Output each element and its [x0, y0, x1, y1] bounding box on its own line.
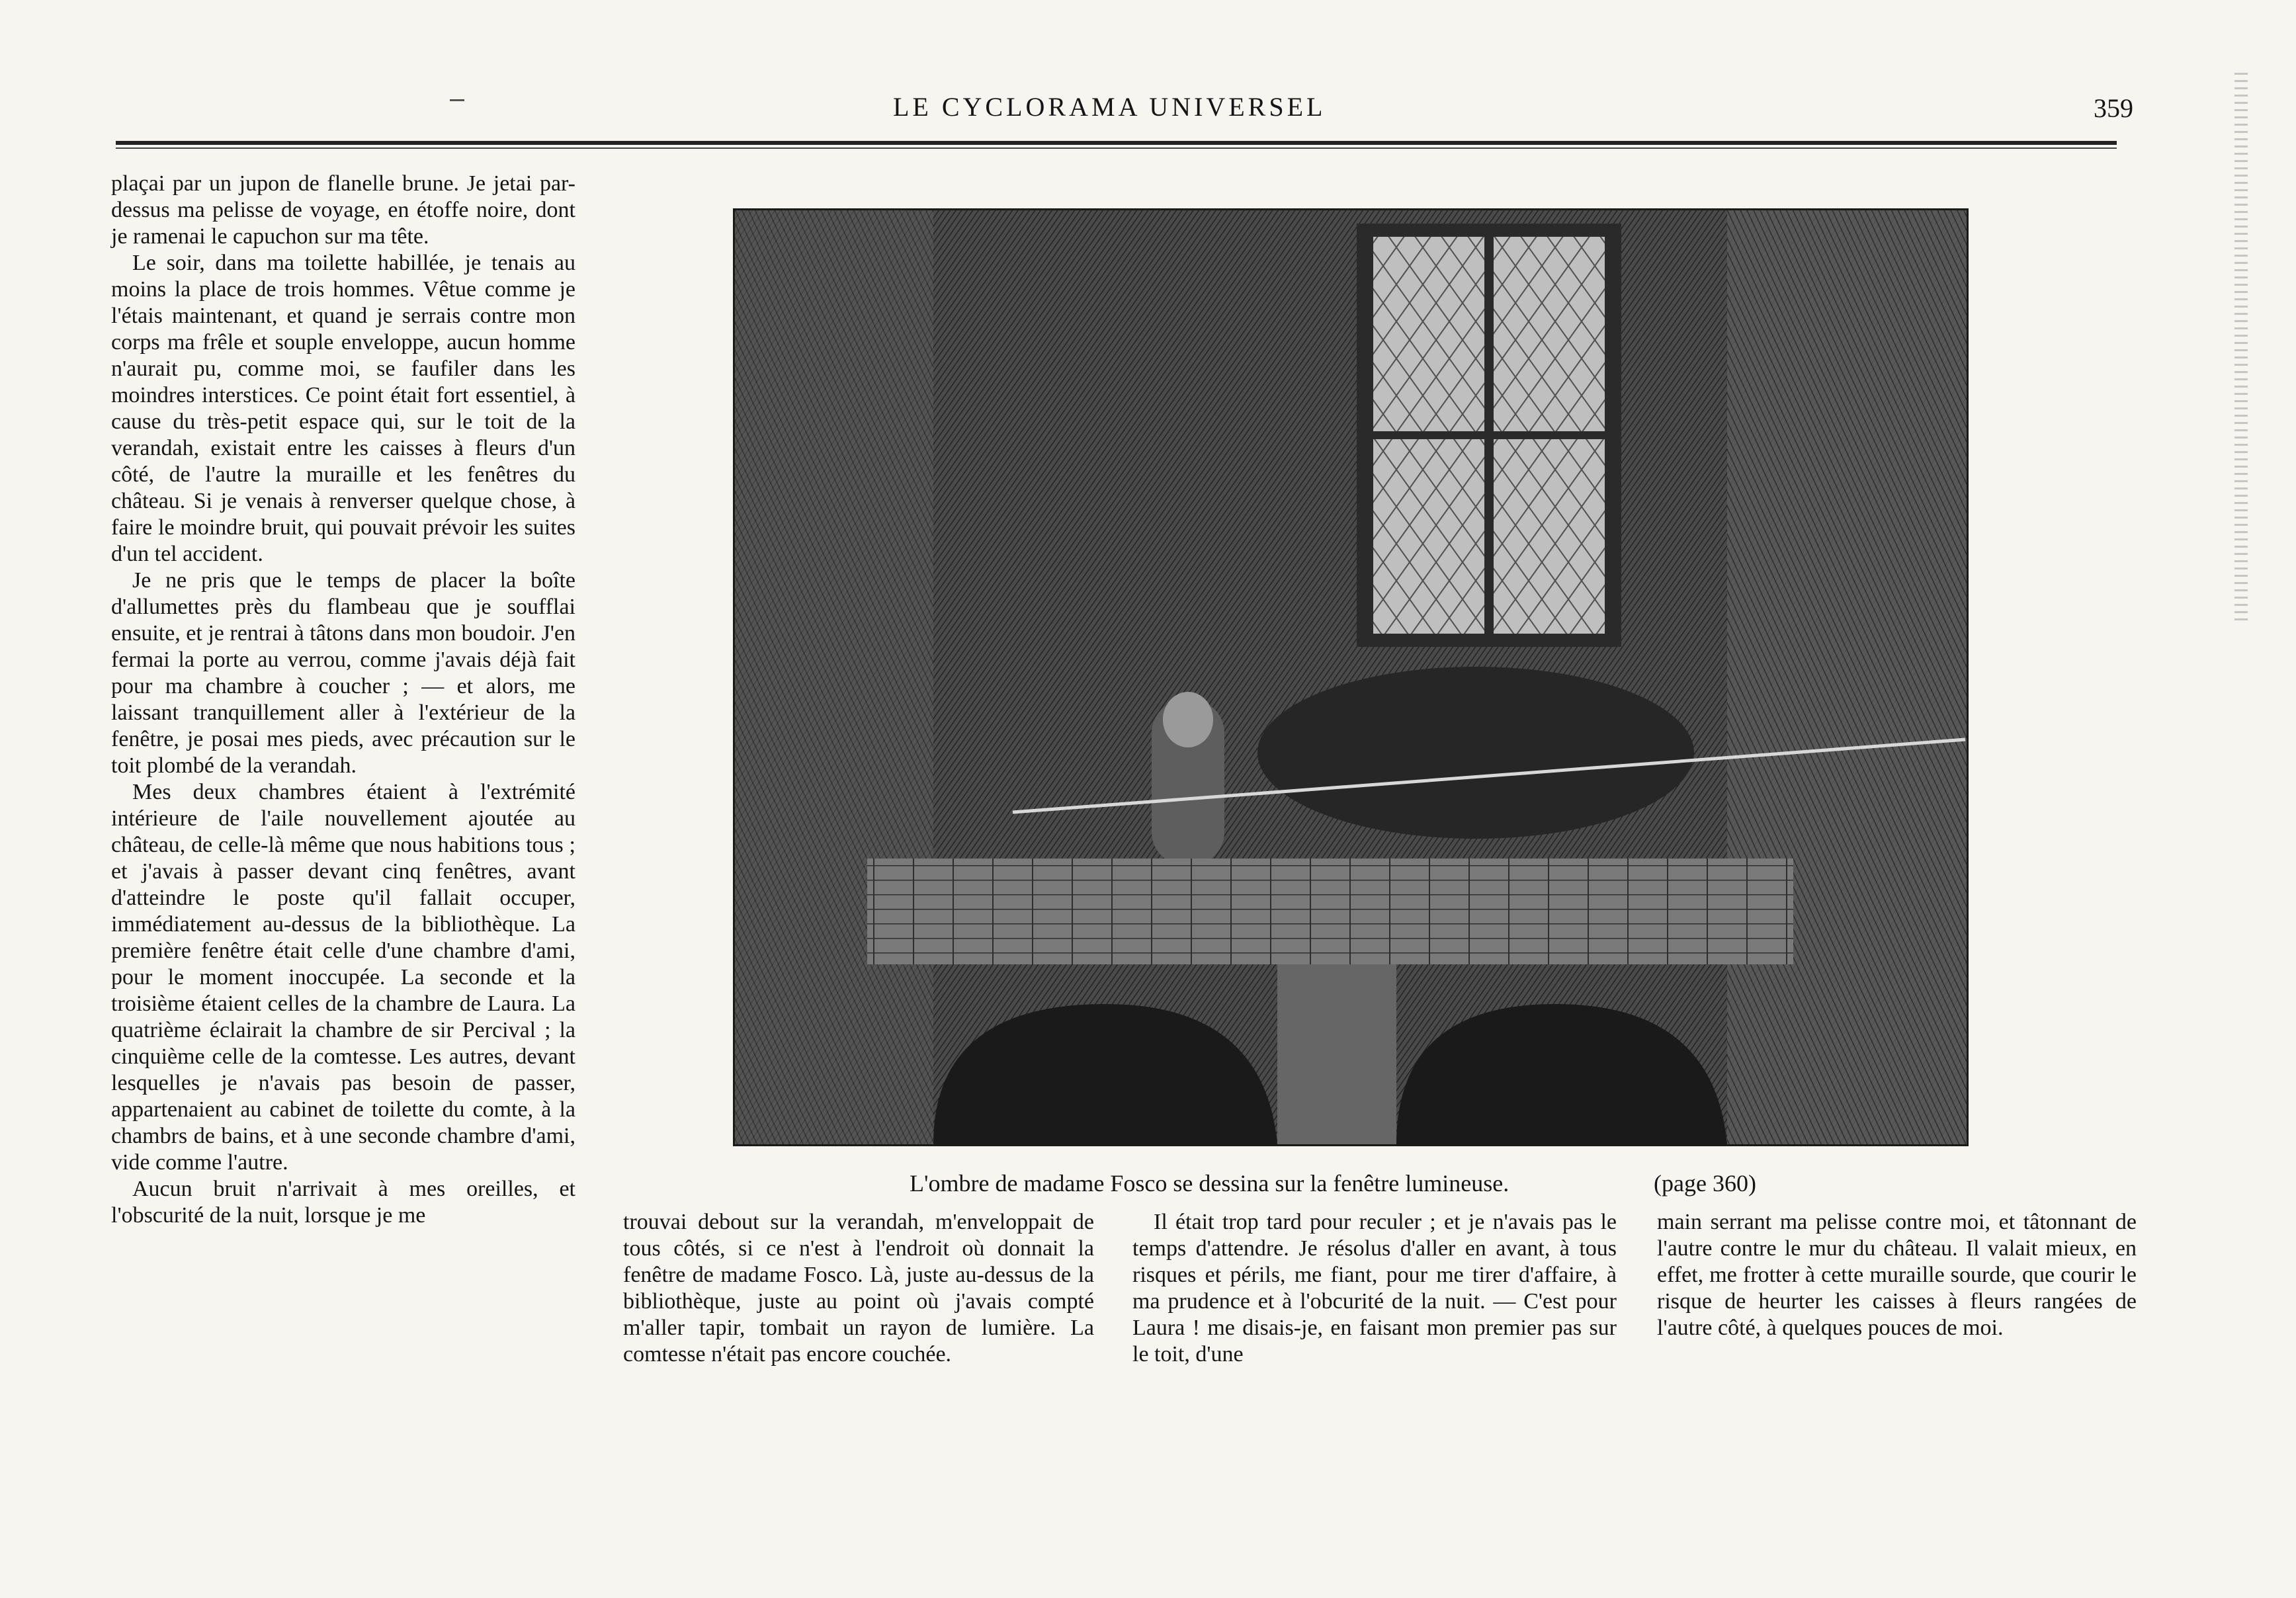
- caption-page-reference: (page 360): [1654, 1170, 1756, 1197]
- scan-edge-speckle: [2234, 73, 2248, 622]
- text-column-1: [111, 171, 575, 1229]
- paragraph: Le soir, dans ma toilette habillée, je tenais au moins la place de trois hommes. Vêtue comme je l'étais maintenant, et quand je serrais contre mon corps ma frêle et souple enveloppe, aucun homme n'aurait pu, comme moi, se faufiler dans les moindres interstices. Ce point était fort essentiel, à cause du très-petit espace qui, sur le toit de la verandah, existait entre les caisses à fleurs d'un côté, de l'autre la muraille et les fenêtres du château. Si je venais à renverser quelque chose, à faire le moindre bruit, qui pouvait prévoir les suites d'un tel accident.: [111, 251, 575, 566]
- text-column-2: [623, 1209, 1094, 1368]
- page-number: 359: [2094, 93, 2133, 123]
- paragraph: Mes deux chambres étaient à l'extrémité intérieure de l'aile nouvellement ajoutée au château, de celle-là même que nous habitions tous ; et j'avais à passer devant cinq fenêtres, avant d'atteindre le poste qu'il fallait occuper, immédiatement au-dessus de la bibliothèque. La première fenêtre était celle d'une chambre d'ami, pour le moment inoccupée. La seconde et la troisième étaient celles de la chambre de Laura. La quatrième éclairait la chambre de sir Percival ; la cinquième celle de la comtesse. Les autres, devant lesquelles je n'avais pas besoin de passer, appartenaient au cabinet de toilette du comte, à la chambrs de bains, et à une seconde chambre d'ami, vide comme l'autre.: [111, 780, 575, 1175]
- text-column-4: [1657, 1209, 2137, 1341]
- paragraph: Il était trop tard pour reculer ; et je n'avais pas le temps d'attendre. Je résolus d'aller en avant, à tous risques et périls, me fiant, pour me tirer d'affaire, à ma prudence et à l'obcurité de la nuit. — C'est pour Laura ! me disais-je, en faisant mon premier pas sur le toit, d'une: [1132, 1210, 1617, 1367]
- verandah-roof: [867, 859, 1793, 964]
- header-rule-thin: [116, 147, 2117, 149]
- illustration-caption: L'ombre de madame Fosco se dessina sur la fenêtre lumineuse.: [910, 1170, 1509, 1197]
- engraving-illustration: [733, 208, 1969, 1146]
- engraving-scene: [735, 210, 1967, 1144]
- foliage-left: [735, 210, 933, 1144]
- paragraph: Aucun bruit n'arrivait à mes oreilles, et l'obscurité de la nuit, lorsque je me: [111, 1177, 575, 1228]
- page-header-title: LE CYCLORAMA UNIVERSEL: [893, 92, 1326, 122]
- paragraph: trouvai debout sur la verandah, m'enveloppait de tous côtés, si ce n'est à l'endroit où donnait la fenêtre de madame Fosco. Là, juste au-dessus de la bibliothèque, juste au point où j'avais compté m'aller tapir, tombait un rayon de lumière. La comtesse n'était pas encore couchée.: [623, 1210, 1094, 1367]
- text-column-3: [1132, 1209, 1617, 1368]
- header-rule-thick: [116, 141, 2117, 145]
- paragraph: plaçai par un jupon de flanelle brune. Je jetai par-dessus ma pelisse de voyage, en étoffe noire, dont je ramenai le capuchon sur ma tête.: [111, 171, 575, 249]
- foliage-right: [1727, 210, 1967, 1144]
- arch-pillar: [1277, 964, 1396, 1144]
- flower-boxes: [1257, 667, 1694, 839]
- paragraph: main serrant ma pelisse contre moi, et tâtonnant de l'autre contre le mur du château. Il valait mieux, en effet, me frotter à cette muraille sourde, que courir le risque de heurter les caisses à fleurs rangées de l'autre côté, à quelques pouces de moi.: [1657, 1210, 2137, 1340]
- paragraph: Je ne pris que le temps de placer la boîte d'allumettes près du flambeau que je soufflai ensuite, et je rentrai à tâtons dans mon boudoir. J'en fermai la porte au verrou, comme j'avais déjà fait pour ma chambre à coucher ; — et alors, me laissant tranquillement aller à l'extérieur de la fenêtre, je posai mes pieds, avec précaution sur le toit plombé de la verandah.: [111, 568, 576, 778]
- header-ornament: [450, 99, 464, 101]
